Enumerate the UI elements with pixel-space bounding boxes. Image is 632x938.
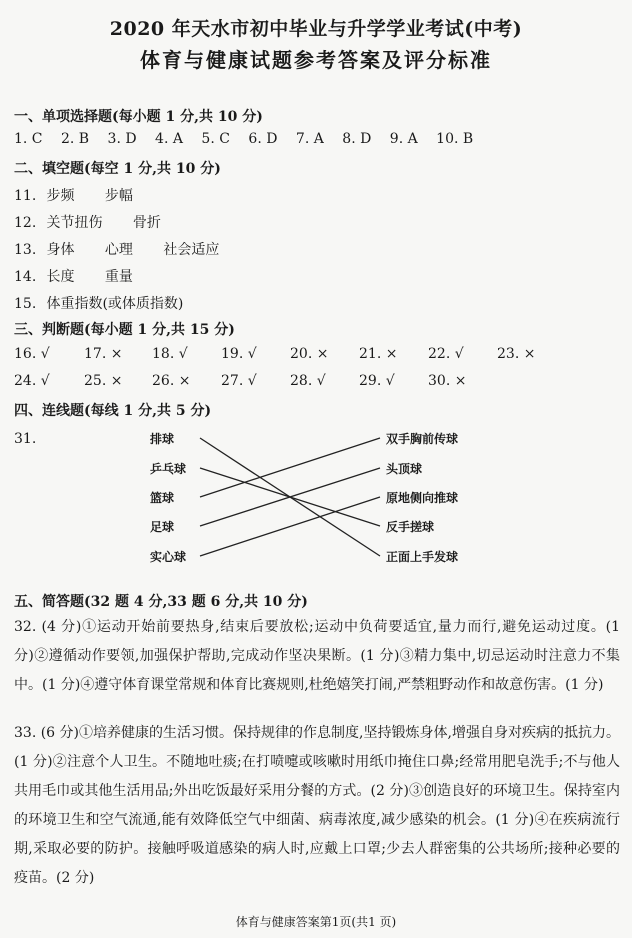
- match-right-item: 双手胸前传球: [386, 432, 459, 446]
- fill-answer: 步幅: [104, 188, 133, 204]
- tf-answer: 22. √: [428, 346, 464, 362]
- mc-answer: 6. D: [248, 131, 278, 147]
- tf-answer: 18. √: [152, 346, 188, 362]
- match-left-item: 实心球: [150, 550, 187, 564]
- section5-heading: 五、简答题(32 题 4 分,33 题 6 分,共 10 分): [14, 594, 308, 610]
- page-footer: 体育与健康答案第1页(共1 页): [235, 915, 397, 929]
- mc-answer: 1. C: [14, 131, 43, 147]
- match-right-item: 正面上手发球: [386, 550, 459, 564]
- tf-answer: 23. ×: [497, 346, 536, 362]
- item-number: 31.: [14, 431, 37, 447]
- tf-answer: 28. √: [290, 373, 326, 389]
- mc-answer: 2. B: [60, 131, 90, 147]
- mc-answer: 9. A: [389, 131, 418, 147]
- title-line-2: 体育与健康试题参考答案及评分标准: [140, 48, 492, 72]
- tf-answer: 29. √: [359, 373, 395, 389]
- item-number: 13.: [14, 242, 37, 258]
- answer-32: 32. (4 分)①运动开始前要热身,结束后要放松;运动中负荷要适宜,量力而行,避免运动过度。(1 分)②遵循动作要领,加强保护帮助,完成动作坚决果断。(1 分)③精力集中,切忌运动时注意力不集中。(1 分)④遵守体育课堂常规和体育比赛规则,杜绝嬉笑打闹,严禁粗野动作和故意伤害。(1 分): [14, 619, 620, 693]
- match-left-item: 乒乓球: [150, 462, 187, 476]
- answer-33: 33. (6 分)①培养健康的生活习惯。保持规律的作息制度,坚持锻炼身体,增强自身对疾病的抵抗力。(1 分)②注意个人卫生。不随地吐痰;在打喷嚏或咳嗽时用纸巾掩住口鼻;经常用肥皂洗手;不与他人共用毛巾或其他生活用品;外出吃饭最好采用分餐的方式。(2 分)③创造良好的环境卫生。保持室内的环境卫生和空气流通,能有效降低空气中细菌、病毒浓度,减少感染的机会。(1 分)④在疾病流行期,采取必要的防护。接触呼吸道感染的病人时,应戴上口罩;少去人群密集的公共场所;接种必要的疫苗。(2 分): [14, 725, 620, 886]
- item-number: 14.: [14, 269, 37, 285]
- fill-answer: 关节扭伤: [46, 215, 103, 231]
- match-left-item: 足球: [150, 520, 175, 534]
- mc-answer: 5. C: [201, 131, 230, 147]
- fill-answer: 长度: [46, 269, 75, 285]
- match-left-item: 排球: [150, 432, 175, 446]
- fill-answer: 骨折: [132, 215, 161, 231]
- mc-answer: 4. A: [155, 131, 183, 147]
- match-left-item: 篮球: [150, 491, 175, 505]
- tf-answer: 17. ×: [84, 346, 123, 362]
- mc-answer: 8. D: [342, 131, 372, 147]
- section2-heading: 二、填空题(每空 1 分,共 10 分): [14, 161, 221, 177]
- tf-answer: 19. √: [221, 346, 257, 362]
- item-number: 11.: [14, 188, 37, 204]
- fill-answer: 心理: [104, 242, 133, 258]
- section3-heading: 三、判断题(每小题 1 分,共 15 分): [14, 322, 235, 338]
- fill-answer: 步频: [46, 188, 75, 204]
- tf-answer: 26. ×: [152, 373, 191, 389]
- fill-answer: 社会适应: [163, 242, 220, 258]
- mc-answer: 7. A: [295, 131, 324, 147]
- item-number: 12.: [14, 215, 37, 231]
- tf-answer: 25. ×: [84, 373, 123, 389]
- section1-heading: 一、单项选择题(每小题 1 分,共 10 分): [14, 109, 263, 125]
- fill-answer: 身体: [46, 242, 75, 258]
- tf-answer: 24. √: [14, 373, 50, 389]
- section4-heading: 四、连线题(每线 1 分,共 5 分): [14, 403, 212, 419]
- mc-answer: 3. D: [107, 131, 137, 147]
- fill-answer: 体重指数(或体质指数): [46, 296, 184, 312]
- match-right-item: 反手搓球: [386, 520, 435, 534]
- mc-answer: 10. B: [436, 131, 474, 147]
- match-right-item: 头顶球: [386, 462, 423, 476]
- fill-answer: 重量: [104, 269, 133, 285]
- match-line: [200, 497, 380, 556]
- match-line: [200, 438, 380, 497]
- tf-answer: 21. ×: [359, 346, 398, 362]
- tf-answer: 27. √: [221, 373, 257, 389]
- title-line-1: 2020 年天水市初中毕业与升学学业考试(中考): [109, 18, 523, 40]
- item-number: 15.: [14, 296, 37, 312]
- tf-answer: 16. √: [14, 346, 50, 362]
- match-right-item: 原地侧向推球: [386, 491, 459, 505]
- tf-answer: 20. ×: [290, 346, 329, 362]
- tf-answer: 30. ×: [428, 373, 467, 389]
